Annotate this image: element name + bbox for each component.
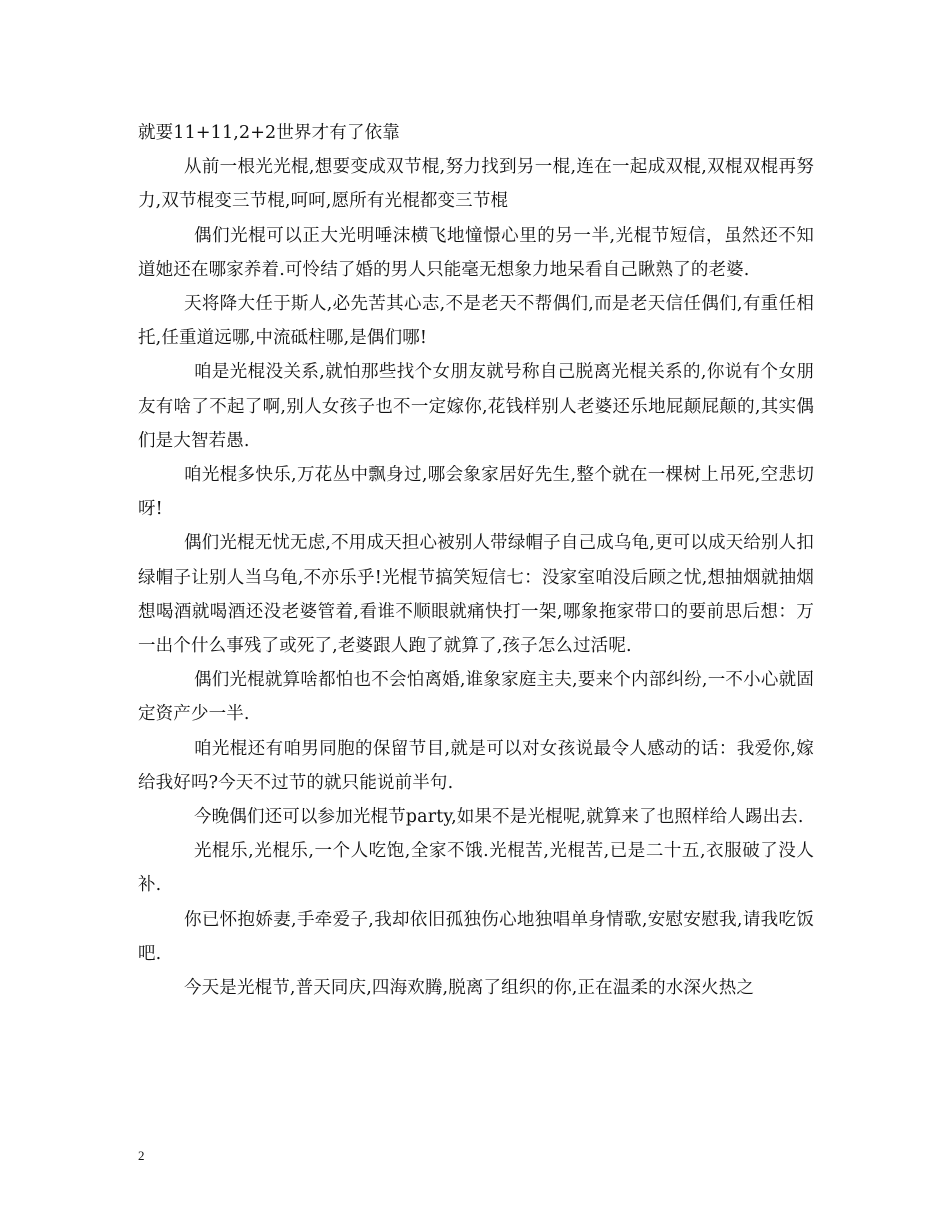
paragraph-1: 就要11+11,2+2世界才有了依靠 xyxy=(138,123,400,143)
paragraph-12: 你已怀抱娇妻,手牵爱子,我却依旧孤独伤心地独唱单身情歌,安慰安慰我,请我吃饭吧. xyxy=(138,909,814,964)
paragraph-6: 咱光棍多快乐,万花丛中飘身过,哪会象家居好先生,整个就在一棵树上吊死,空悲切呀! xyxy=(138,465,814,520)
paragraph-4: 天将降大任于斯人,必先苦其心志,不是老天不帮偶们,而是老天信任偶们,有重任相托,任重道远哪,中流砥柱哪,是偶们哪! xyxy=(138,294,814,349)
paragraph-13: 今天是光棍节,普天同庆,四海欢腾,脱离了组织的你,正在温柔的水深火热之 xyxy=(184,978,754,999)
document-body xyxy=(138,116,814,1005)
paragraph-10: 今晚偶们还可以参加光棍节party,如果不是光棍呢,就算来了也照样给人踢出去. xyxy=(194,807,804,828)
paragraph-11: 光棍乐,光棍乐,一个人吃饱,全家不饿.光棍苦,光棍苦,已是二十五,衣服破了没人补. xyxy=(138,841,814,896)
paragraph-7: 偶们光棍无忧无虑,不用成天担心被别人带绿帽子自己成乌龟,更可以成天给别人扣绿帽子让别人当乌龟,不亦乐乎!光棍节搞笑短信七：没家室咱没后顾之忧,想抽烟就抽烟想喝酒就喝酒还没老婆管着,看谁不顺眼就痛快打一架,哪象拖家带口的要前思后想：万一出个什么事残了或死了,老婆跟人跑了就算了,孩子怎么过活呢. xyxy=(138,533,814,657)
paragraph-9: 咱光棍还有咱男同胞的保留节目,就是可以对女孩说最令人感动的话：我爱你,嫁给我好吗?今天不过节的就只能说前半句. xyxy=(138,738,814,793)
paragraph-3: 偶们光棍可以正大光明唾沫横飞地憧憬心里的另一半,光棍节短信，虽然还不知道她还在哪家养着.可怜结了婚的男人只能毫无想象力地呆看自己瞅熟了的老婆. xyxy=(138,225,814,280)
paragraph-5: 咱是光棍没关系,就怕那些找个女朋友就号称自己脱离光棍关系的,你说有个女朋友有啥了不起了啊,别人女孩子也不一定嫁你,花钱样别人老婆还乐地屁颠屁颠的,其实偶们是大智若愚. xyxy=(138,362,814,451)
paragraph-2: 从前一根光光棍,想要变成双节棍,努力找到另一棍,连在一起成双棍,双棍双棍再努力,双节棍变三节棍,呵呵,愿所有光棍都变三节棍 xyxy=(138,157,814,212)
paragraph-8: 偶们光棍就算啥都怕也不会怕离婚,谁象家庭主夫,要来个内部纠纷,一不小心就固定资产少一半. xyxy=(138,670,814,725)
page-number: 2 xyxy=(138,1148,145,1163)
